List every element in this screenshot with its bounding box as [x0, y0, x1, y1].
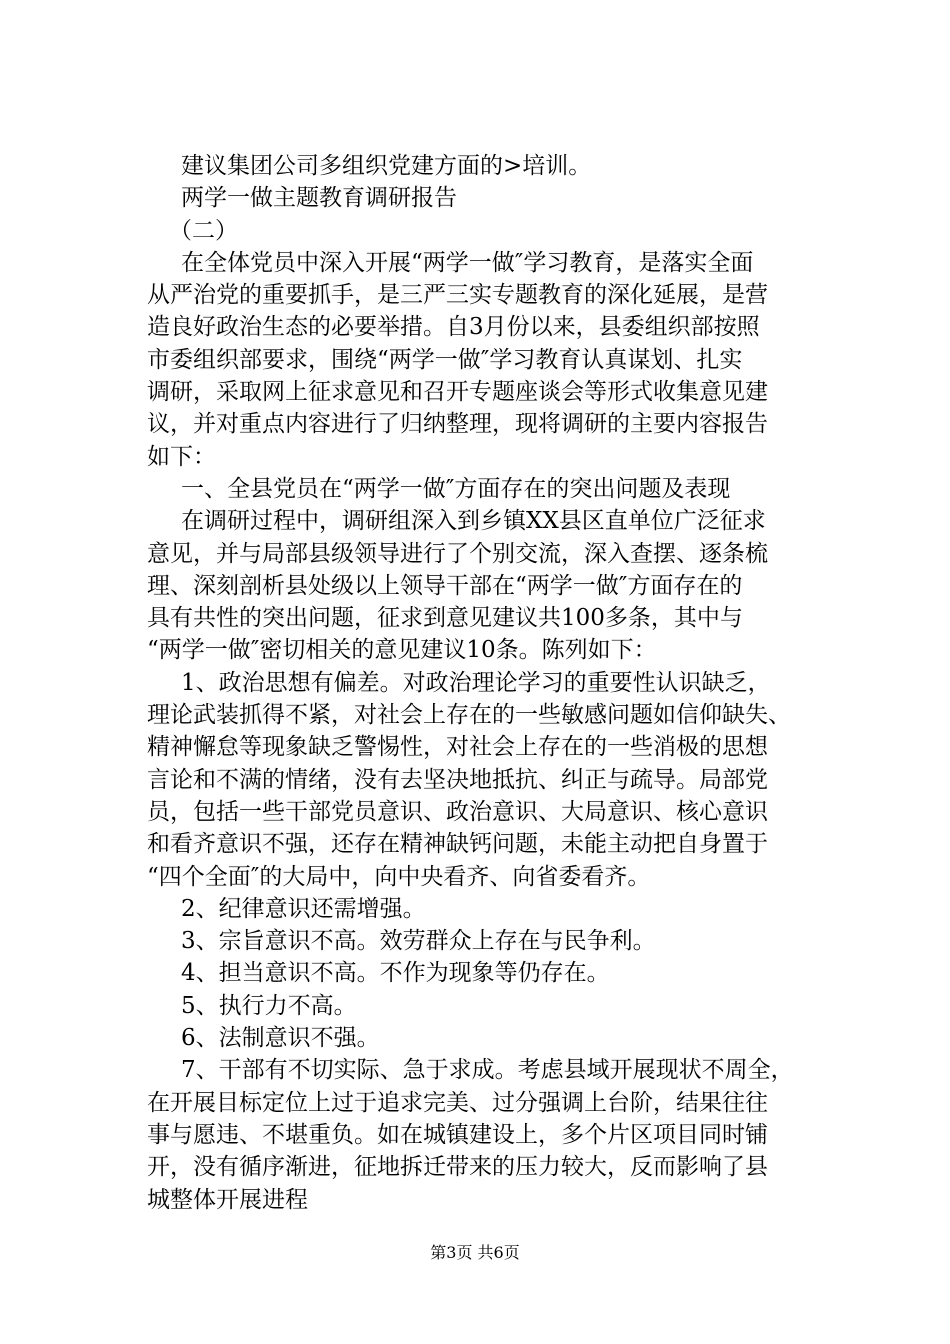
page-footer: 第3页 共6页 [430, 1243, 520, 1262]
text-line: （二） [169, 217, 238, 244]
text-line: 意见，并与局部县级领导进行了个别交流，深入查摆、逐条梳 [147, 540, 768, 567]
text-line: 理、深刻剖析县处级以上领导干部在“两学一做″方面存在的 [147, 572, 743, 599]
text-line: 市委组织部要求，围绕“两学一做″学习教育认真谋划、扎实 [147, 346, 743, 373]
text-line: 城整体开展进程 [147, 1186, 308, 1213]
text-line: 言论和不满的情绪，没有去坚决地抵抗、纠正与疏导。局部党 [147, 766, 768, 793]
text-line: 如下： [147, 443, 216, 470]
text-line: 2、纪律意识还需增强。 [181, 895, 426, 922]
text-line: 4、担当意识不高。不作为现象等仍存在。 [181, 960, 610, 987]
text-line: 开，没有循序渐进，征地拆迁带来的压力较大，反而影响了县 [147, 1154, 768, 1181]
text-line: 理论武装抓得不紧，对社会上存在的一些敏感问题如信仰缺失、 [147, 702, 791, 729]
text-line: 事与愿违、不堪重负。如在城镇建设上，多个片区项目同时铺 [147, 1121, 768, 1148]
text-line: 1、政治思想有偏差。对政治理论学习的重要性认识缺乏， [181, 669, 771, 696]
text-line: 7、干部有不切实际、急于求成。考虑县域开展现状不周全， [181, 1057, 794, 1084]
text-line: 一、全县党员在“两学一做″方面存在的突出问题及表现 [181, 475, 731, 502]
text-line: 调研，采取网上征求意见和召开专题座谈会等形式收集意见建 [147, 379, 768, 406]
text-line: 精神懈怠等现象缺乏警惕性，对社会上存在的一些消极的思想 [147, 734, 768, 761]
text-line: “两学一做″密切相关的意见建议10条。陈列如下： [147, 637, 657, 664]
text-line: 建议集团公司多组织党建方面的>培训。 [181, 153, 592, 179]
text-line: 在调研过程中，调研组深入到乡镇XX县区直单位广泛征求 [181, 508, 766, 535]
text-line: 具有共性的突出问题，征求到意见建议共100多条，其中与 [147, 605, 743, 632]
text-line: 和看齐意识不强，还存在精神缺钙问题，未能主动把自身置于 [147, 831, 768, 858]
text-line: 5、执行力不高。 [181, 992, 357, 1019]
text-line: 从严治党的重要抓手，是三严三实专题教育的深化延展，是营 [147, 282, 768, 309]
text-line: 在全体党员中深入开展“两学一做″学习教育，是落实全面 [181, 249, 754, 276]
text-line: 员，包括一些干部党员意识、政治意识、大局意识、核心意识 [147, 798, 768, 825]
text-line: 6、法制意识不强。 [181, 1025, 380, 1052]
text-line: 两学一做主题教育调研报告 [181, 185, 457, 212]
text-line: 议，并对重点内容进行了归纳整理，现将调研的主要内容报告 [147, 411, 768, 438]
text-line: “四个全面″的大局中，向中央看齐、向省委看齐。 [147, 863, 651, 890]
text-line: 在开展目标定位上过于追求完美、过分强调上台阶，结果往往 [147, 1089, 768, 1116]
text-line: 3、宗旨意识不高。效劳群众上存在与民争利。 [181, 928, 656, 955]
text-line: 造良好政治生态的必要举措。自3月份以来，县委组织部按照 [147, 314, 760, 341]
document-body [147, 150, 847, 1216]
